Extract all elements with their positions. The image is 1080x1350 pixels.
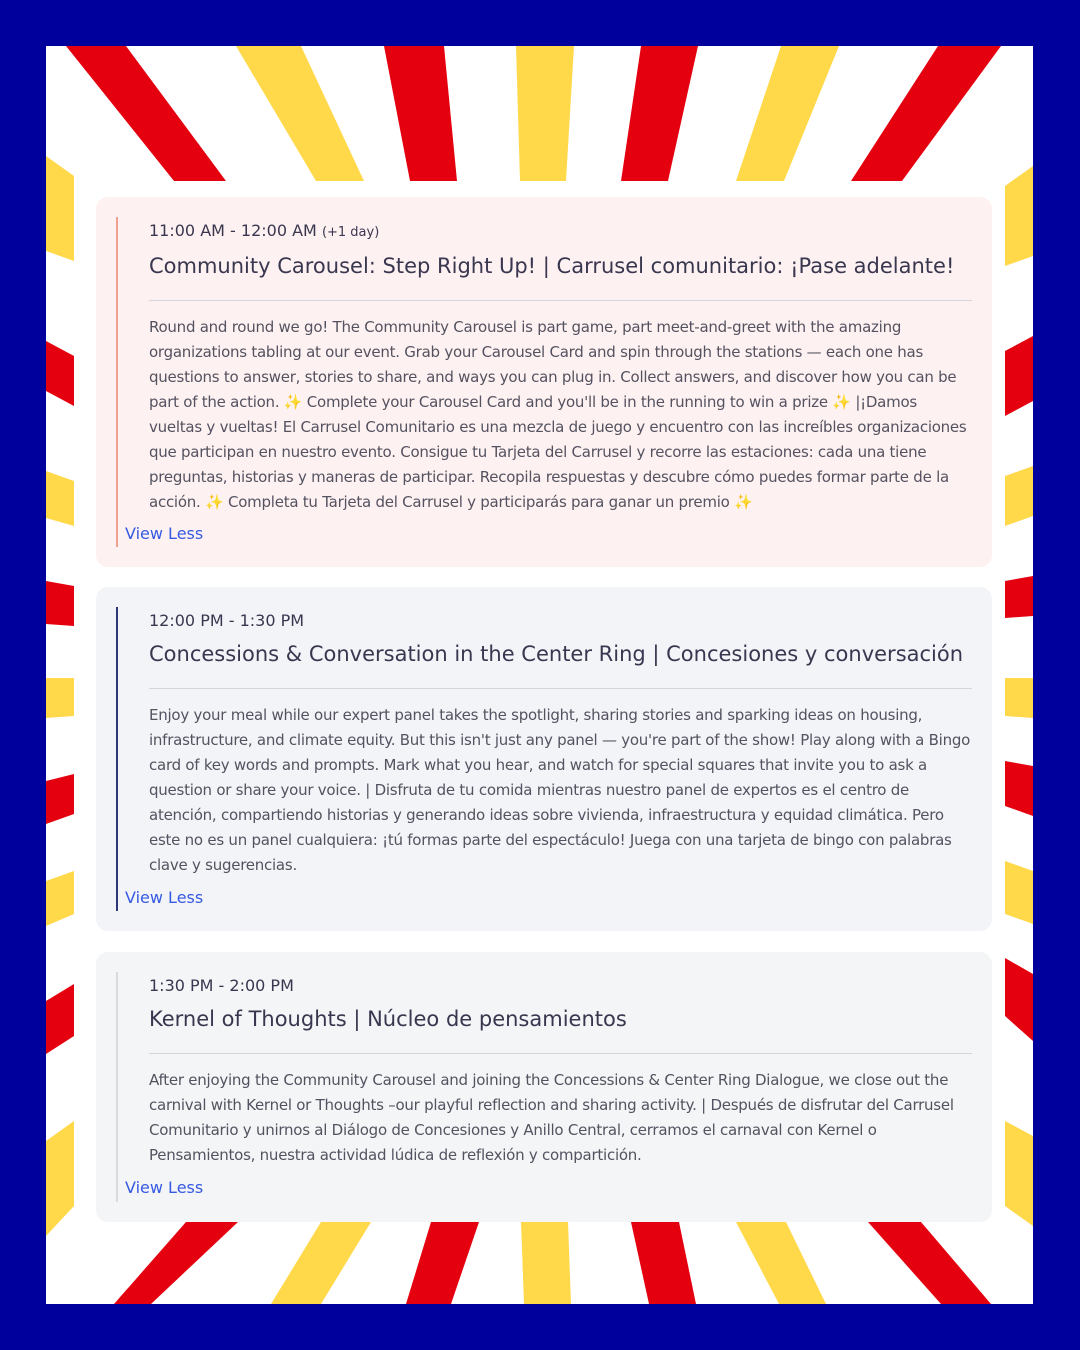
session-time: 11:00 AM - 12:00 AM (+1 day) (149, 221, 380, 240)
session-title: Concessions & Conversation in the Center Ring | Concesiones y conversación (149, 642, 964, 666)
view-less-button[interactable]: View Less (125, 888, 204, 907)
session-title: Community Carousel: Step Right Up! | Carrusel comunitario: ¡Pase adelante! (149, 254, 955, 278)
session-time: 12:00 PM - 1:30 PM (149, 611, 305, 630)
session-description: Round and round we go! The Community Carousel is part game, part meet-and-greet with the amazing organizations tabling at our event. Grab your Carousel Card and spin through the stations — each one has questions to answer, stories to share, and ways you can plug in. Collect answers, and discover how you can be part of the action. ✨ Complete your Carousel Card and you'll be in the running to win a prize ✨ |¡Damos vueltas y vueltas! El Carrusel Comunitario es una mezcla de juego y encuentro con las increíbles organizaciones que participan en nuestro evento. Consigue tu Tarjeta del Carrusel y recorre las estaciones: cada una tiene preguntas, historias y maneras de participar. Recopila respuestas y descubre cómo puedes formar parte de la acción. ✨ Completa tu Tarjeta del Carrusel y participarás para ganar un premio ✨ (149, 318, 967, 511)
session-title: Kernel of Thoughts | Núcleo de pensamientos (149, 1007, 627, 1031)
session-description: After enjoying the Community Carousel and joining the Concessions & Center Ring Dialogue, we close out the carnival with Kernel or Thoughts –our playful reflection and sharing activity. | Después de disfrutar del Carrusel Comunitario y unirnos al Diálogo de Concesiones y Anillo Central, cerramos el carnaval con Kernel o Pensamientos, nuestra actividad lúdica de reflexión y compartición. (149, 1071, 954, 1164)
session-accent-line (116, 972, 972, 1202)
session-time: 1:30 PM - 2:00 PM (149, 976, 294, 995)
view-less-button[interactable]: View Less (125, 524, 204, 543)
view-less-button[interactable]: View Less (125, 1178, 204, 1197)
session-divider (149, 688, 972, 689)
session-description: Enjoy your meal while our expert panel takes the spotlight, sharing stories and sparking ideas on housing, infrastructure, and climate equity. But this isn't just any panel — you're part of the show! Play along with a Bingo card of key words and prompts. Mark what you hear, and watch for special squares that invite you to ask a question or share your voice. | Disfruta de tu comida mientras nuestro panel de expertos es el centro de atención, compartiendo historias y generando ideas sobre vivienda, infraestructura y equidad climática. Pero este no es un panel cualquiera: ¡tú formas parte del espectáculo! Juega con una tarjeta de bingo con palabras clave y sugerencias. (149, 706, 971, 874)
session-divider (149, 300, 972, 301)
session-card-community-carousel (96, 197, 992, 567)
session-divider (149, 1053, 972, 1054)
session-accent-line (116, 607, 972, 911)
session-time-extra: (+1 day) (321, 225, 380, 240)
session-accent-line (116, 217, 972, 547)
session-card-concessions (96, 587, 992, 931)
session-card-kernel-of-thoughts (96, 952, 992, 1222)
